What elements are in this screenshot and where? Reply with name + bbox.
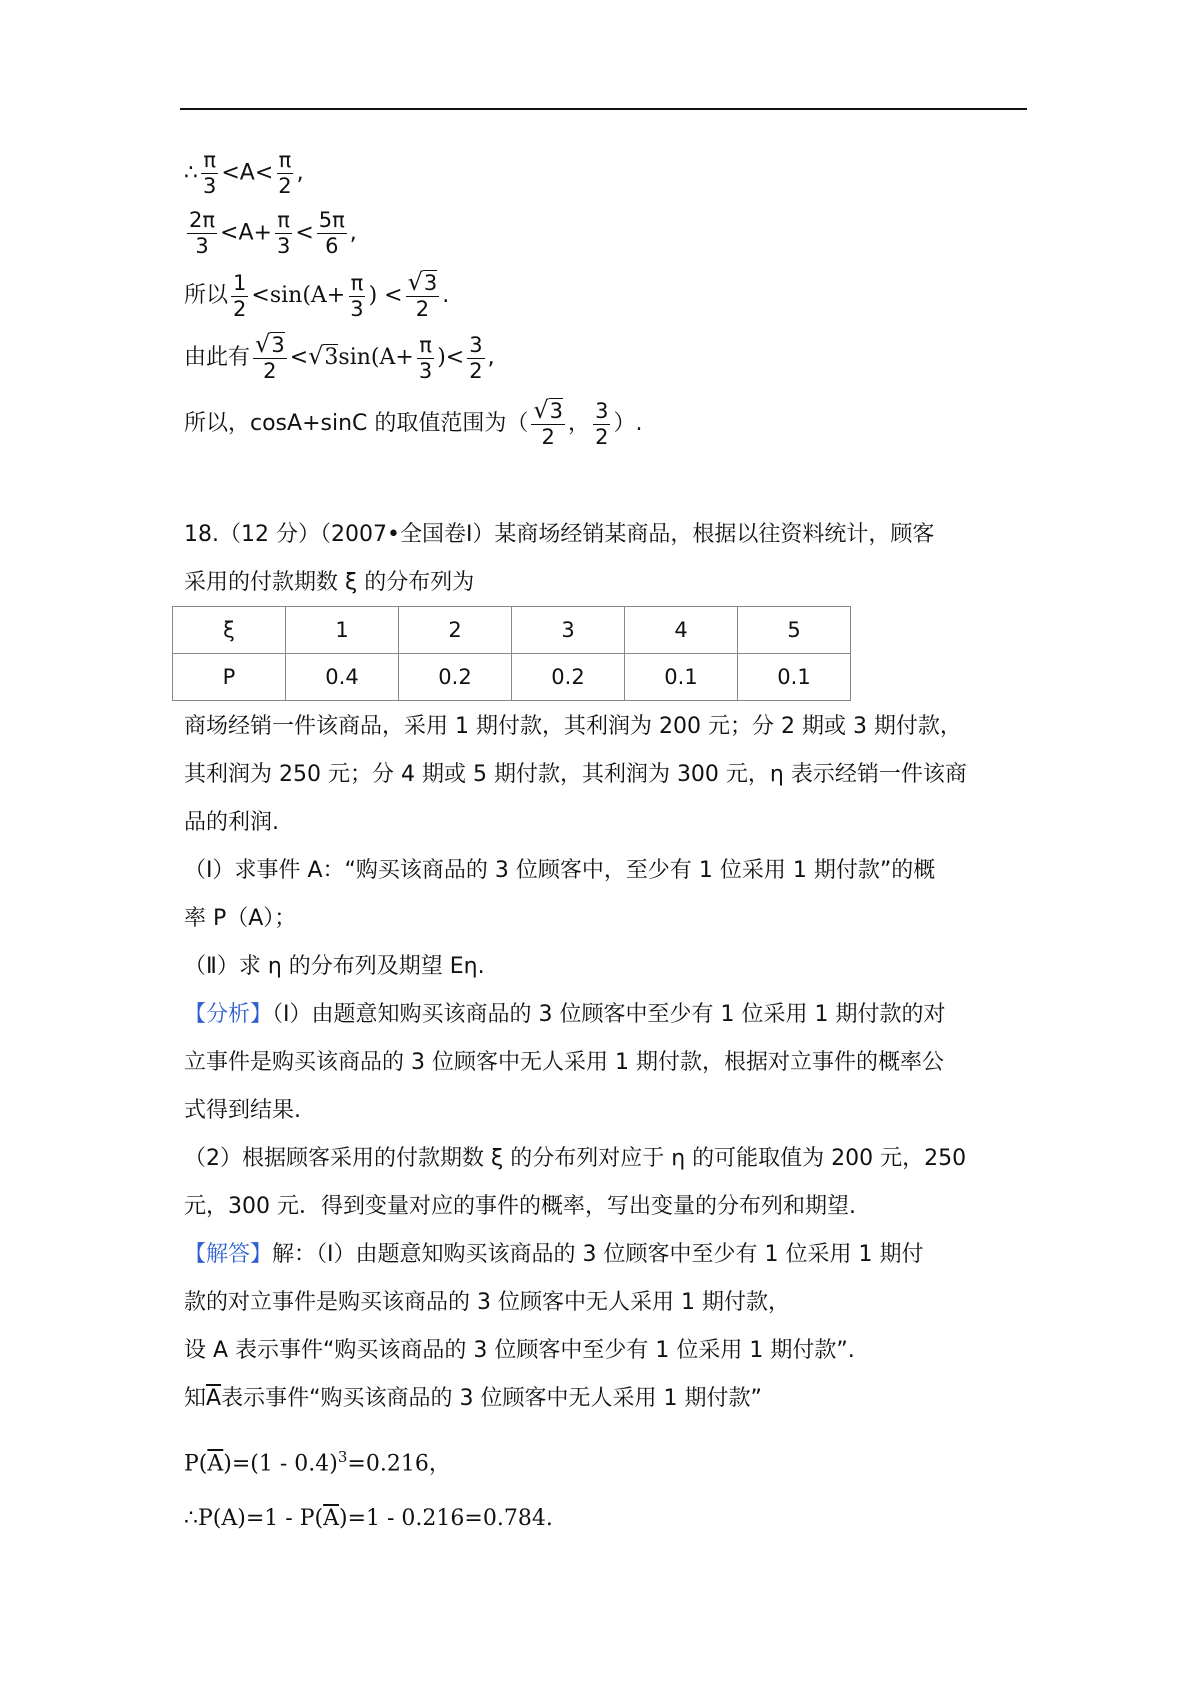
fraction: $\frac{\pi}{3}$ xyxy=(350,270,364,321)
fraction: $\frac{3}{2}$ xyxy=(595,398,609,449)
fraction: $\frac{√3}{2}$ xyxy=(407,268,438,321)
fraction: $\frac{5\pi}{6}$ xyxy=(318,208,345,258)
fraction: $\frac{\pi}{2}$ xyxy=(278,148,292,198)
analysis-line: 式得到结果. xyxy=(184,1098,301,1123)
derivation-line-2: $\frac{2\pi}{3}$ <A+ $\frac{\pi}{3}$ < $\frac{5\pi}{6}$ , xyxy=(189,208,357,258)
question-2: （Ⅱ）求 η 的分布列及期望 Eη. xyxy=(184,954,485,979)
question-1: （Ⅰ）求事件 A：“购买该商品的 3 位顾客中，至少有 1 位采用 1 期付款”的概 xyxy=(184,858,936,883)
derivation-line-4: 由此有 $\frac{√3}{2}$ <√3sin(A+ $\frac{\pi}{3}$ )< $\frac{3}{2}$ , xyxy=(184,330,495,383)
solution-result: ∴P(A)=1 - $P(\overline{A})=1 - 0.216=0.784$. xyxy=(184,1506,553,1531)
distribution-table xyxy=(172,606,851,701)
analysis-line: （2）根据顾客采用的付款期数 ξ 的分布列对应于 η 的可能取值为 200 元，250 xyxy=(184,1146,967,1171)
problem-header-cont: 采用的付款期数 ξ 的分布列为 xyxy=(184,570,475,595)
fraction: $\frac{√3}{2}$ xyxy=(533,396,564,449)
fraction: $\frac{\pi}{3}$ xyxy=(276,208,291,258)
solution-line: 知$\overline{A}$表示事件“购买该商品的 3 位顾客中无人采用 1 期付款” xyxy=(184,1386,762,1411)
therefore-sign: ∴ xyxy=(184,160,198,186)
fraction: $\frac{3}{2}$ xyxy=(469,332,483,383)
question-1-cont: 率 P（A）； xyxy=(184,906,297,931)
table-row: P 0.4 0.2 0.2 0.1 0.1 xyxy=(173,654,851,701)
solution-formula: $P(\overline{A})=(1 - 0.4)^3=0.216$， xyxy=(184,1448,451,1477)
fraction: $\frac{\pi}{3}$ xyxy=(418,332,433,383)
problem-text: 其利润为 250 元；分 4 期或 5 期付款，其利润为 300 元，η 表示经销一件该商 xyxy=(184,762,967,787)
table-row: ξ 1 2 3 4 5 xyxy=(173,607,851,654)
solution-line: 【解答】解：（Ⅰ）由题意知购买该商品的 3 位顾客中至少有 1 位采用 1 期付 xyxy=(184,1242,924,1267)
derivation-line-3: 所以 $\frac{1}{2}$ <sin(A+ $\frac{\pi}{3}$ ) < $\frac{√3}{2}$ . xyxy=(184,268,450,321)
header-rule xyxy=(180,108,1027,110)
analysis-line: 【分析】（Ⅰ）由题意知购买该商品的 3 位顾客中至少有 1 位采用 1 期付款的对 xyxy=(184,1002,946,1027)
solution-line: 款的对立事件是购买该商品的 3 位顾客中无人采用 1 期付款， xyxy=(184,1290,790,1315)
analysis-line: 元，300 元．得到变量对应的事件的概率，写出变量的分布列和期望. xyxy=(184,1194,856,1219)
fraction: $\frac{\pi}{3}$ xyxy=(203,148,217,198)
problem-text: 商场经销一件该商品，采用 1 期付款，其利润为 200 元；分 2 期或 3 期付款， xyxy=(184,714,962,739)
problem-text: 品的利润. xyxy=(184,810,279,835)
solution-tag: 【解答】 xyxy=(184,1242,273,1267)
fraction: $\frac{√3}{2}$ xyxy=(255,330,285,383)
derivation-line-5: 所以，cosA+sinC 的取值范围为（ $\frac{√3}{2}$ ， $\frac{3}{2}$ ）. xyxy=(184,396,643,449)
solution-line: 设 A 表示事件“购买该商品的 3 位顾客中至少有 1 位采用 1 期付款”. xyxy=(184,1338,855,1363)
fraction: $\frac{2\pi}{3}$ xyxy=(189,208,216,258)
derivation-line-1: ∴ $\frac{\pi}{3}$ <A< $\frac{\pi}{2}$ , xyxy=(184,148,304,198)
problem-header: 18.（12 分）（2007•全国卷Ⅰ）某商场经销某商品，根据以往资料统计，顾客 xyxy=(184,522,935,547)
analysis-tag: 【分析】 xyxy=(184,1002,273,1027)
analysis-line: 立事件是购买该商品的 3 位顾客中无人采用 1 期付款，根据对立事件的概率公 xyxy=(184,1050,944,1075)
fraction: $\frac{1}{2}$ xyxy=(233,270,247,321)
